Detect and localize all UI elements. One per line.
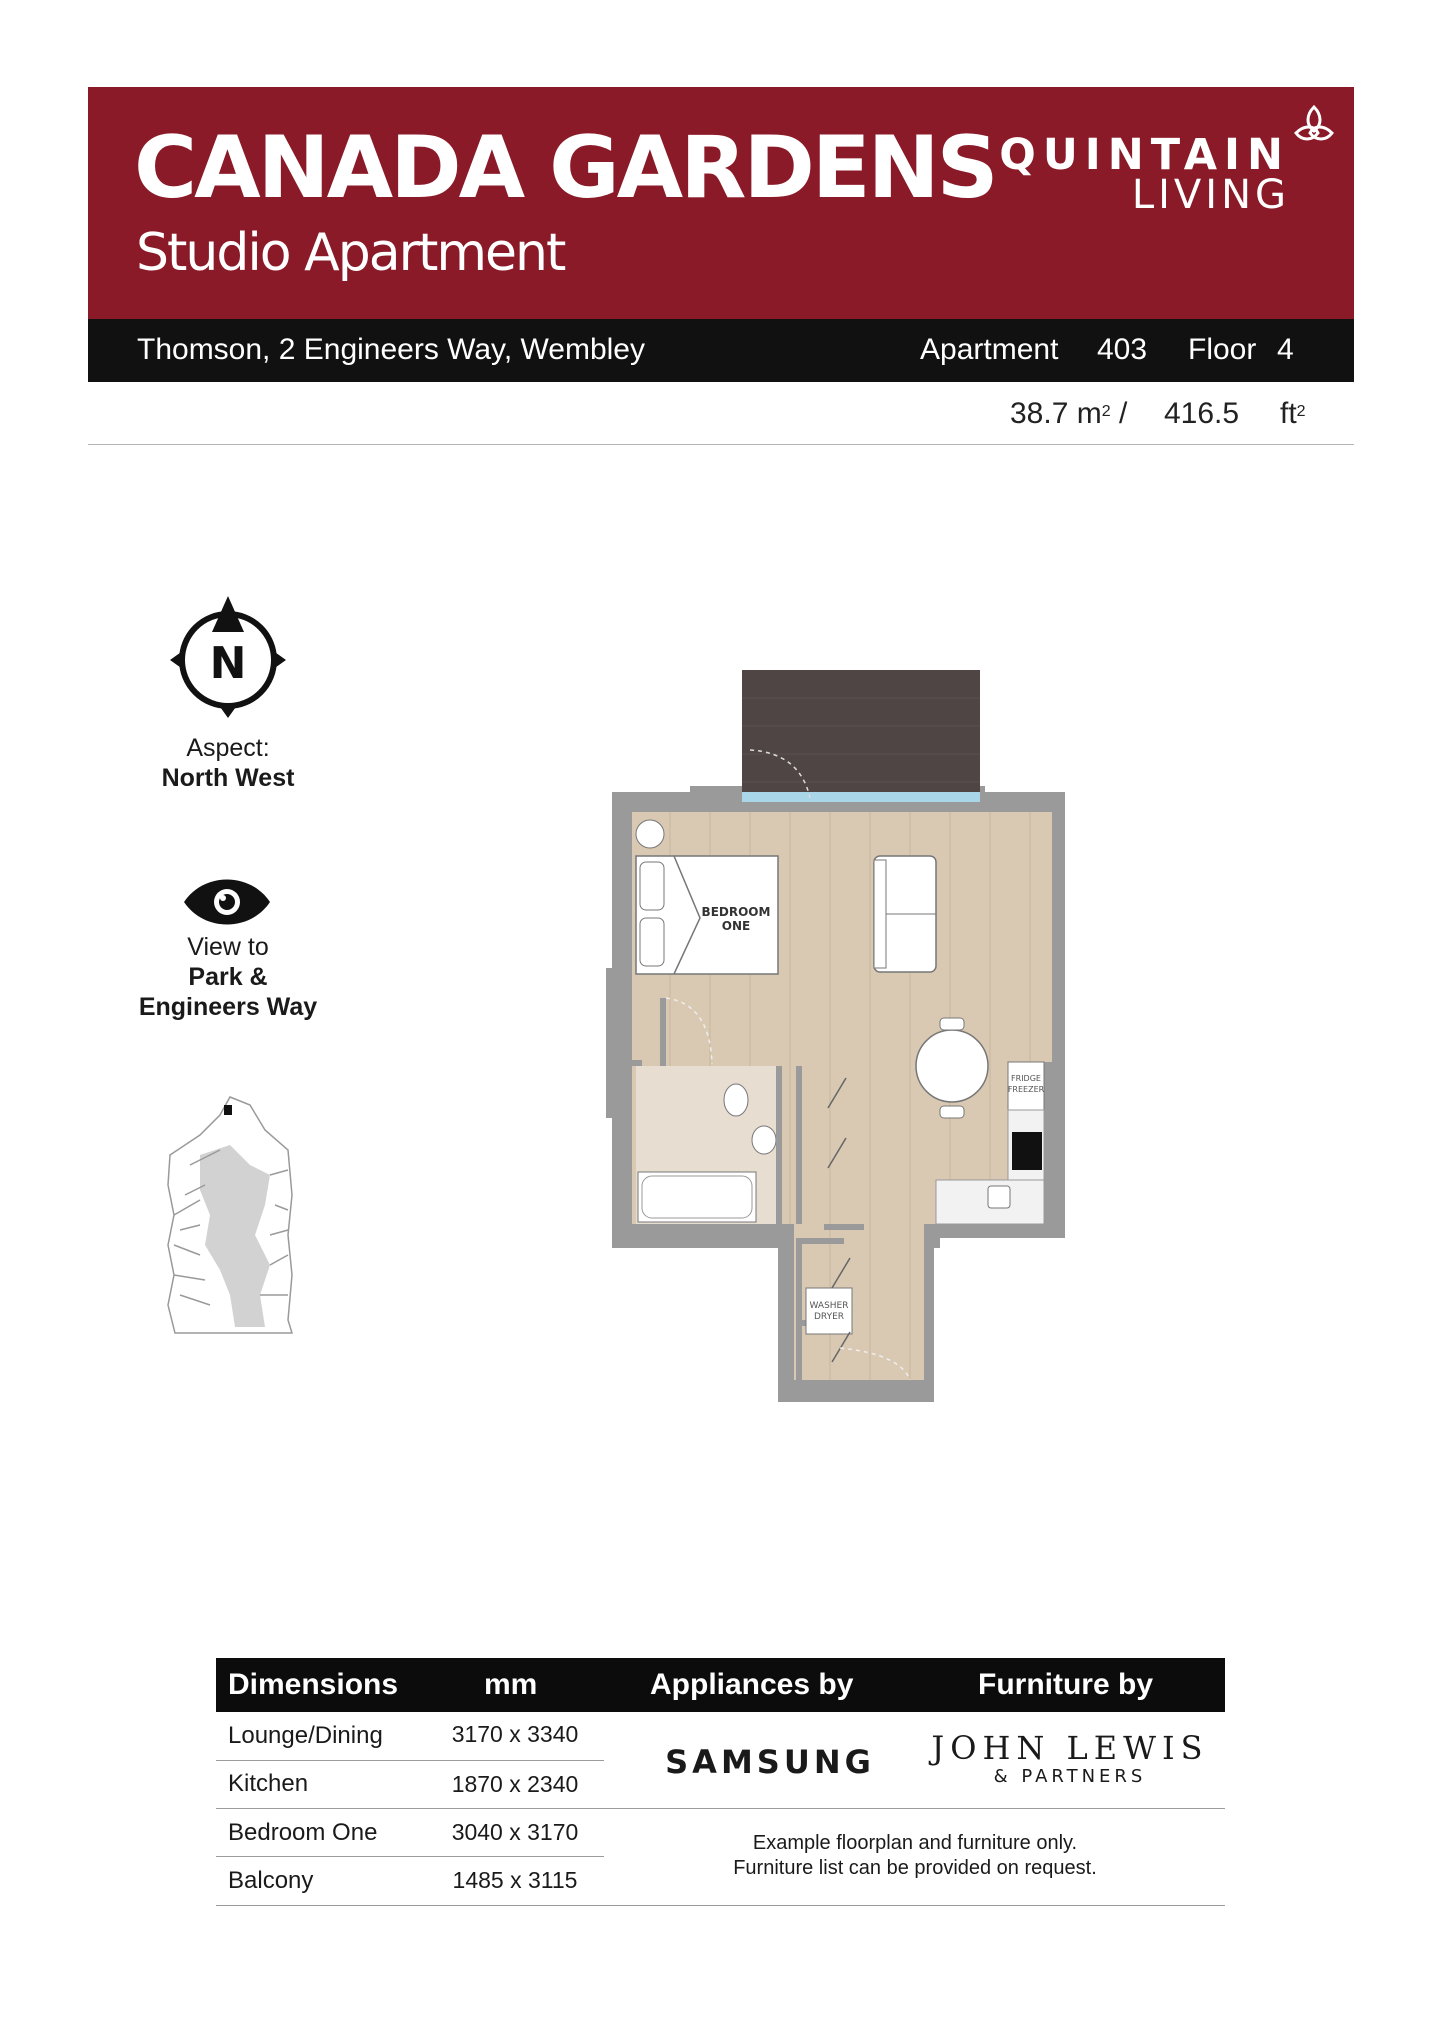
header-mm: mm — [484, 1668, 538, 1701]
header-appliances: Appliances by — [650, 1668, 854, 1701]
header-divider — [88, 444, 1354, 445]
dimension-row-name: Bedroom One — [228, 1819, 378, 1846]
disclaimer-note — [620, 1831, 1210, 1881]
floor-label: Floor — [1188, 333, 1257, 366]
basin — [752, 1126, 776, 1154]
area-separator: / — [1118, 397, 1128, 430]
header-furniture: Furniture by — [978, 1668, 1154, 1701]
area-sqm-value: 38.7 — [1010, 397, 1069, 430]
bedroom-label-2: ONE — [721, 919, 751, 933]
page-title: CANADA GARDENS — [134, 118, 996, 218]
building-keyplan — [160, 1095, 300, 1335]
dimension-row-value: 1485 x 3115 — [452, 1867, 578, 1893]
washer-dryer — [806, 1288, 852, 1334]
table-divider — [216, 1808, 1225, 1809]
apartment-label: Apartment — [920, 333, 1059, 366]
aspect-label: Aspect: — [186, 734, 270, 762]
address-bar — [88, 319, 1354, 382]
eye-icon — [182, 878, 272, 926]
view-value: Park & Engineers Way — [138, 963, 318, 1021]
compass-icon — [170, 594, 286, 718]
apartment-number: 403 — [1097, 333, 1148, 366]
disclaimer-line-1: Example floorplan and furniture only. — [752, 1832, 1078, 1854]
area-sqm — [1010, 397, 1127, 431]
dimension-row-value: 1870 x 2340 — [451, 1771, 579, 1797]
dimension-row-value: 3040 x 3170 — [451, 1819, 579, 1845]
quintain-logo-icon — [1292, 103, 1336, 147]
dining-table — [916, 1030, 988, 1102]
balcony-glazing — [742, 792, 980, 802]
page-subtitle: Studio Apartment — [136, 223, 565, 283]
hob — [1012, 1132, 1042, 1170]
area-sqm-superscript: 2 — [1101, 403, 1111, 420]
aspect-value: North West — [161, 764, 295, 792]
table-divider — [216, 1760, 604, 1761]
dimension-row-name: Balcony — [228, 1867, 314, 1894]
brand-name: QUINTAIN — [999, 130, 1290, 180]
fridge-label-1: FRIDGE — [1011, 1074, 1041, 1083]
floorplan — [600, 668, 1120, 1408]
disclaimer-line-2: Furniture list can be provided on request. — [733, 1857, 1097, 1879]
area-sqm-unit: m — [1076, 397, 1102, 430]
fridge-label-2: FREEZER — [1007, 1085, 1045, 1094]
washer-label-2: DRYER — [813, 1312, 845, 1322]
dimension-row-name: Lounge/Dining — [228, 1722, 383, 1749]
floor-number: 4 — [1277, 333, 1294, 366]
brand-subname: LIVING — [1131, 172, 1290, 218]
area-sqft — [1280, 397, 1306, 431]
dimension-row-name: Kitchen — [228, 1770, 309, 1797]
sink — [988, 1186, 1010, 1208]
toilet — [724, 1084, 748, 1116]
john-lewis-subtitle: & PARTNERS — [993, 1766, 1147, 1787]
samsung-logo: SAMSUNG — [665, 1743, 875, 1781]
header-banner — [88, 87, 1354, 319]
address-text: Thomson, 2 Engineers Way, Wembley — [137, 333, 645, 366]
table-divider — [216, 1905, 1225, 1906]
compass-letter: N — [209, 638, 247, 689]
bedroom-label-1: BEDROOM — [701, 905, 771, 919]
washer-label-1: WASHER — [809, 1301, 849, 1311]
balcony-deck — [742, 670, 980, 798]
table-divider — [216, 1856, 604, 1857]
header-dimensions: Dimensions — [228, 1668, 399, 1701]
area-sqft-superscript: 2 — [1296, 403, 1306, 420]
specs-table-header — [216, 1658, 1225, 1712]
view-label: View to — [187, 933, 269, 961]
area-sqft-unit: ft — [1280, 397, 1297, 430]
dimension-row-value: 3170 x 3340 — [451, 1721, 579, 1747]
john-lewis-logo: JOHN LEWIS — [931, 1729, 1209, 1767]
area-sqft-value: 416.5 — [1164, 397, 1240, 430]
